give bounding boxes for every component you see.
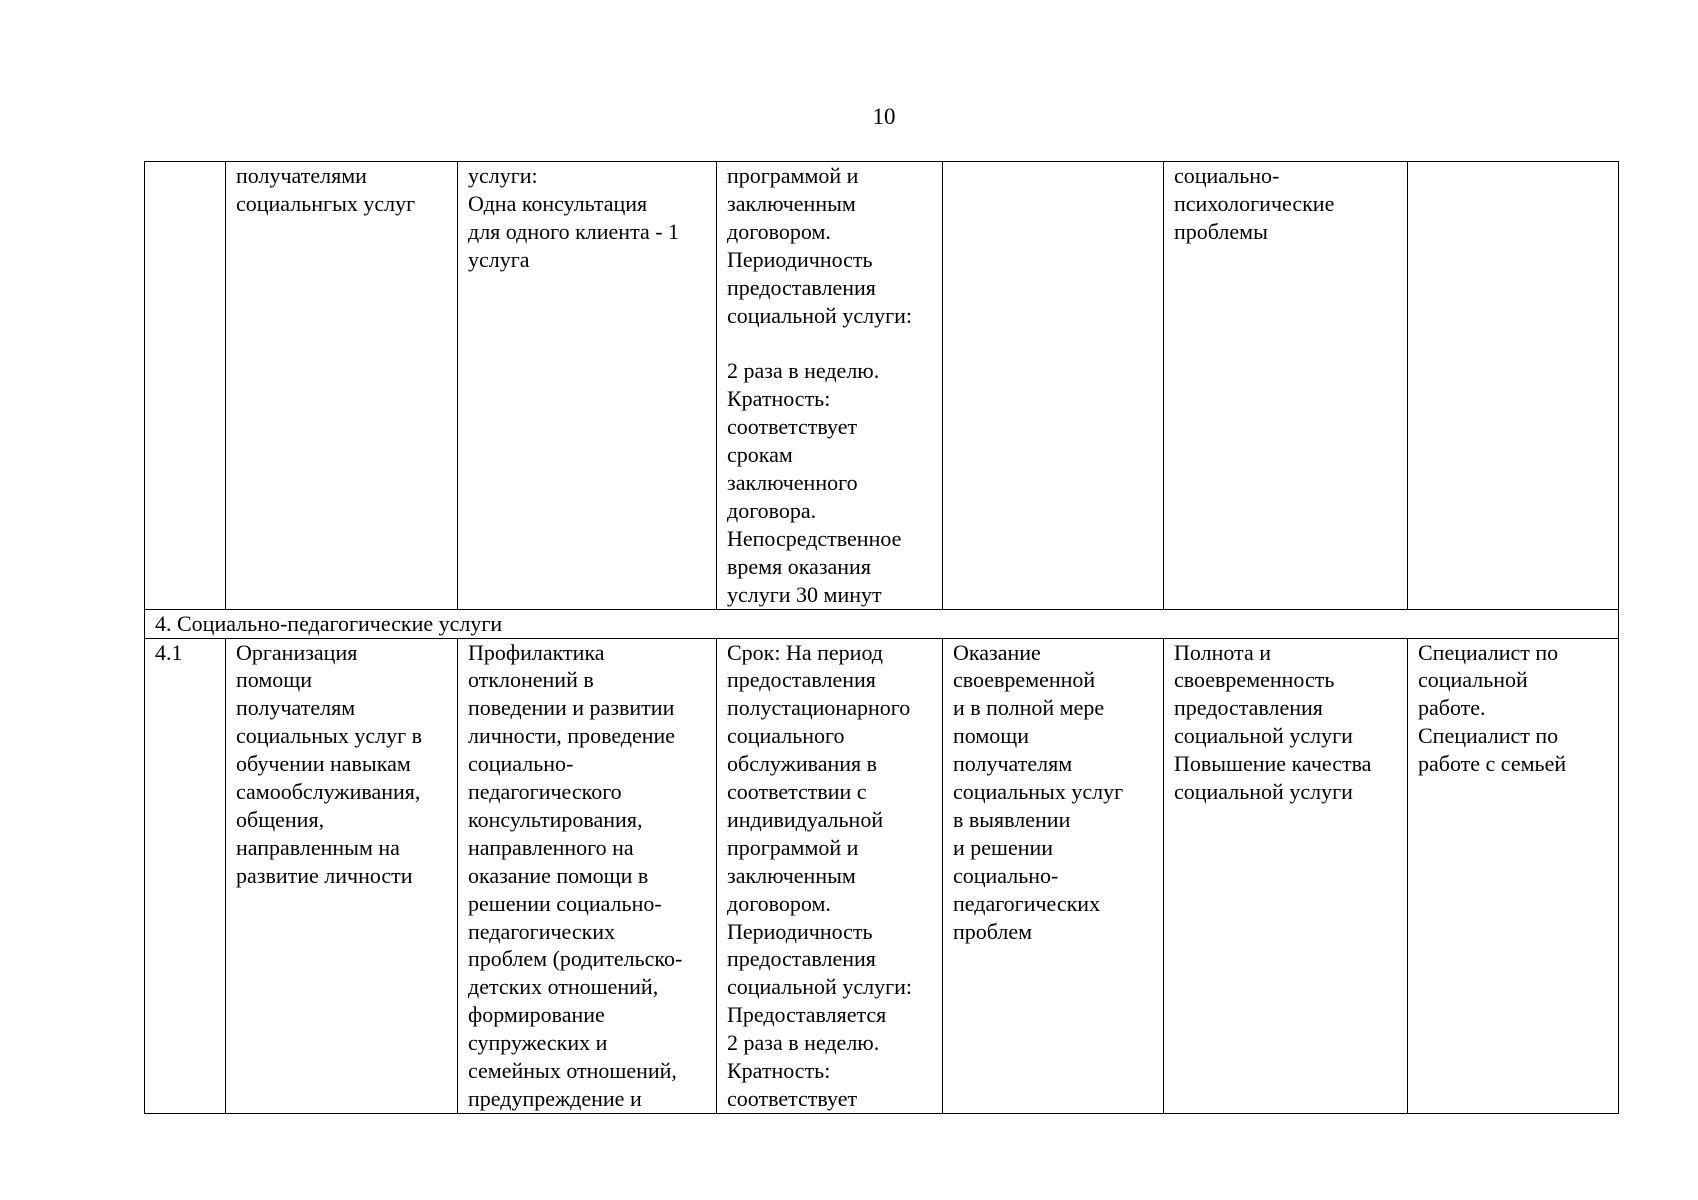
cell-service-description: Профилактика отклонений в поведении и развитии личности, проведение социально- педагогического консультирования, направленного на оказание помощи в решении социально- педагогических проблем (родительско- детских отношений, формирование супружеских и семейных отношений, предупреждение и	[458, 638, 717, 1113]
cell-service-name: Организация помощи получателям социальных услуг в обучении навыкам самообслуживания, общения, направленным на развитие личности	[226, 638, 458, 1113]
cell-service-result	[943, 162, 1164, 610]
cell-service-description: услуги: Одна консультация для одного клиента - 1 услуга	[458, 162, 717, 610]
table-row-4-1	[145, 638, 1619, 1113]
cell-service-staff	[1408, 162, 1619, 610]
cell-service-quality: Полнота и своевременность предоставления социальной услуги Повышение качества социальной услуги	[1164, 638, 1408, 1113]
cell-number: 4.1	[145, 638, 226, 1113]
section-title: 4. Социально-педагогические услуги	[145, 609, 1619, 638]
services-table	[144, 161, 1619, 1114]
page-number: 10	[872, 104, 896, 129]
cell-service-name: получателями социальнгых услуг	[226, 162, 458, 610]
cell-service-quality: социально- психологические проблемы	[1164, 162, 1408, 610]
table-row-continuation	[145, 162, 1619, 610]
cell-service-result: Оказание своевременной и в полной мере помощи получателям социальных услуг в выявлении и решении социально- педагогических проблем	[943, 638, 1164, 1113]
cell-service-terms: программой и заключенным договором. Периодичность предоставления социальной услуги: 2 раза в неделю. Кратность: соответствует срокам заключенного договора. Непосредственное время оказания услуги 30 минут	[717, 162, 943, 610]
cell-service-terms: Срок: На период предоставления полустационарного социального обслуживания в соответствии с индивидуальной программой и заключенным договором. Периодичность предоставления социальной услуги: Предоставляется 2 раза в неделю. Кратность: соответствует	[717, 638, 943, 1113]
table-section-row	[145, 609, 1619, 638]
cell-service-staff: Специалист по социальной работе. Специалист по работе с семьей	[1408, 638, 1619, 1113]
cell-number	[145, 162, 226, 610]
